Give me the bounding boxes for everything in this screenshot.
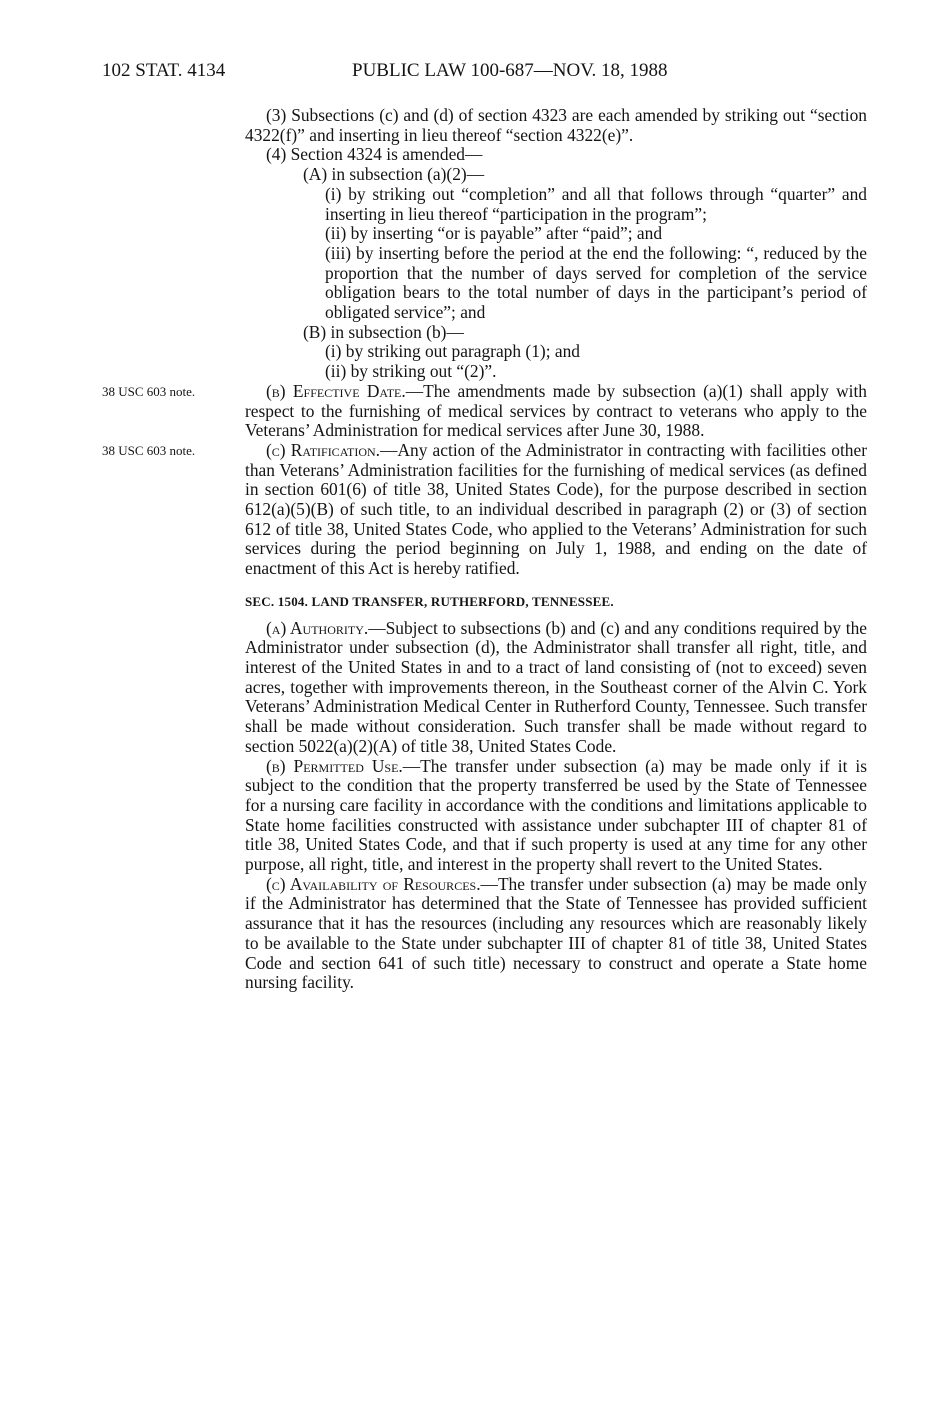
- sec1504-b-text: —The transfer under subsection (a) may be made only if it is subject to the condition that the property transferred be used by the State of Tennessee for a nursing care facility in accordance with the conditions and limitations applicable to State home facilities constructed with assistance under subchapter III of chapter 81 of title 38, United States Code, and that if such property is used at any time for any other purpose, all right, title, and interest in the property shall revert to the United States.: [245, 755, 867, 875]
- sec1504-a-heading: (a) Authority.: [266, 617, 369, 638]
- paragraph-4: (4) Section 4324 is amended—: [266, 144, 483, 165]
- sec1504-b-heading: (b) Permitted Use.: [266, 755, 403, 776]
- clause-b-i: (i) by striking out paragraph (1); and: [325, 341, 580, 362]
- sec1504-c-text: —The transfer under subsection (a) may be made only if the Administrator has determined that the State of Tennessee has provided sufficient assurance that it has the resources (including any resources which are reasonably likely to be available to the State under subchapter III of chapter 81 of title 38, United States Code and section 641 of such title) necessary to construct and operate a State home nursing facility.: [245, 873, 867, 993]
- sec1504-a-text: —Subject to subsections (b) and (c) and any conditions required by the Administrator under subsection (d), the Administrator shall transfer all right, title, and interest of the United States in and to a tract of land consisting of (not to exceed) seven acres, together with improvements thereon, in the Southeast corner of the Alvin C. York Veterans’ Administration Medical Center in Rutherford County, Tennessee. Such transfer shall be made without consideration. Such transfer shall be made without regard to section 5022(a)(2)(A) of title 38, United States Code.: [245, 617, 868, 756]
- subsection-c-text: —Any action of the Administrator in contracting with facilities other than Veterans’ Administration facilities for the furnishing of medical services (as defined in section 601(6) of title 38, United States Code), for the purpose described in section 612(a)(5)(B) of such title, to an individual described in paragraph (2) or (3) of section 612 of title 38, United States Code, who applied to the Veterans’ Administration for such services during the period beginning on July 1, 1988, and ending on the date of enactment of this Act is hereby ratified.: [245, 439, 868, 579]
- subsection-b-text: —The amendments made by subsection (a)(1) shall apply with respect to the furnishing of medical services by contract to veterans who apply to the Veterans’ Administration for medical services after June 30, 1988.: [245, 380, 868, 441]
- sec1504-subsection-b: [245, 757, 867, 875]
- paragraph-3: (3) Subsections (c) and (d) of section 4323 are each amended by striking out “section 4322(f)” and inserting in lieu thereof “section 4322(e)”.: [245, 105, 867, 145]
- subsection-b-heading: (b) Effective Date.: [266, 380, 406, 401]
- public-law-title: PUBLIC LAW 100-687—NOV. 18, 1988: [352, 60, 668, 81]
- clause-a-iii: (iii) by inserting before the period at the end the following: “, reduced by the proportion that the number of days served for completion of the service obligation bears to the total number of days in the participant’s period of obligated service”; and: [325, 242, 867, 323]
- sec1504-subsection-a: [245, 619, 867, 757]
- page-header: [102, 60, 862, 84]
- stat-page-number: 102 STAT. 4134: [102, 60, 226, 81]
- document-body: [102, 105, 868, 993]
- subsection-c-ratification: [102, 439, 868, 579]
- margin-note-c: 38 USC 603 note.: [102, 442, 196, 458]
- sec1504-c-heading: (c) Availability of Resources.: [266, 873, 481, 894]
- margin-note-b: 38 USC 603 note.: [102, 383, 196, 399]
- subsection-b-effective-date: [102, 380, 868, 441]
- clause-a-i: (i) by striking out “completion” and all that follows through “quarter” and inserting in lieu thereof “participation in the program”;: [325, 183, 867, 224]
- subparagraph-a: (A) in subsection (a)(2)—: [303, 164, 485, 185]
- clause-a-ii: (ii) by inserting “or is payable” after “paid”; and: [325, 223, 663, 244]
- section-1504-heading: SEC. 1504. LAND TRANSFER, RUTHERFORD, TENNESSEE.: [245, 593, 614, 609]
- subsection-c-heading: (c) Ratification.: [266, 439, 381, 460]
- subparagraph-b: (B) in subsection (b)—: [303, 321, 464, 342]
- clause-b-ii: (ii) by striking out “(2)”.: [325, 361, 497, 382]
- sec1504-subsection-c: [245, 875, 867, 993]
